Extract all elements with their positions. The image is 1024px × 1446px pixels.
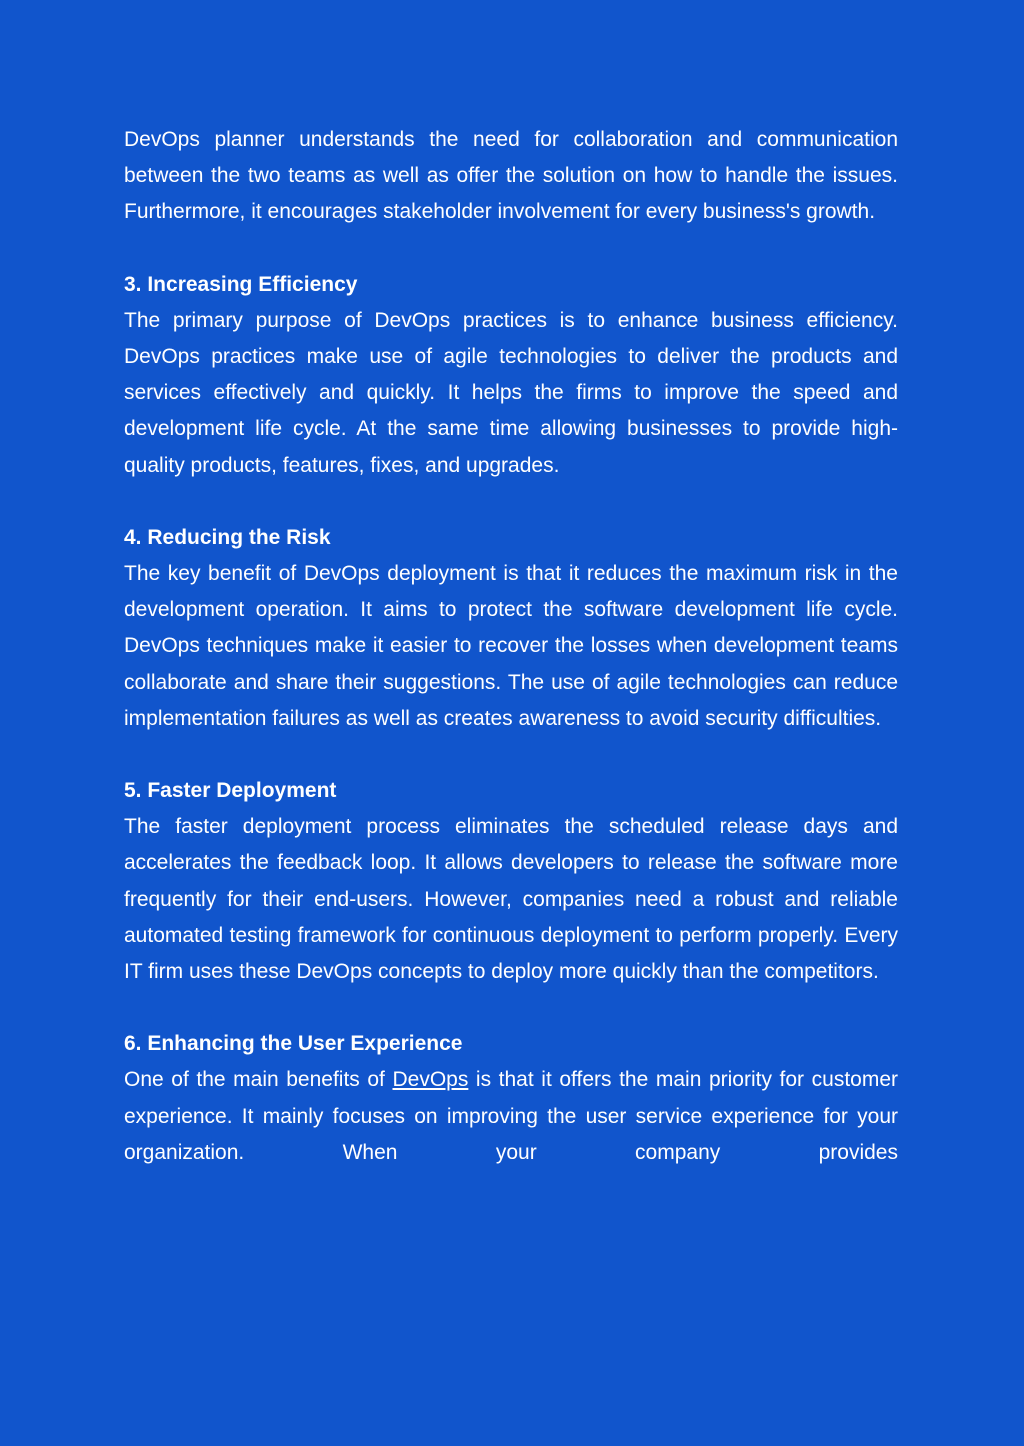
section-heading: 5. Faster Deployment [124,779,337,803]
section-faster-deployment [124,773,898,990]
section-heading: 6. Enhancing the User Experience [124,1032,463,1056]
section-reducing-risk [124,520,898,737]
section-heading: 4. Reducing the Risk [124,525,331,549]
section-body [124,1062,898,1171]
section-body: The primary purpose of DevOps practices is to enhance business efficiency. DevOps practices make use of agile technologies to deliver the products and services effectively and quickly. It helps the firms to improve the speed and development life cycle. At the same time allowing businesses to provide high-quality products, features, fixes, and upgrades. [124,308,898,477]
section-user-experience [124,1026,898,1171]
section-body: The faster deployment process eliminates the scheduled release days and accelerates the feedback loop. It allows developers to release the software more frequently for their end-users. However, companies need a robust and reliable automated testing framework for continuous deployment to perform properly. Every IT firm uses these DevOps concepts to deploy more quickly than the competitors. [124,815,898,984]
intro-paragraph: DevOps planner understands the need for collaboration and communication between the two teams as well as offer the solution on how to handle the issues. Furthermore, it encourages stakeholder involvement for every business's growth. [124,128,898,224]
section-heading: 3. Increasing Efficiency [124,272,358,296]
body-text-before-link: One of the main benefits of [124,1068,393,1092]
section-body: The key benefit of DevOps deployment is that it reduces the maximum risk in the development operation. It aims to protect the software development life cycle. DevOps techniques make it easier to recover the losses when development teams collaborate and share their suggestions. The use of agile technologies can reduce implementation failures as well as creates awareness to avoid security difficulties. [124,562,898,730]
section-increasing-efficiency [124,267,898,484]
document-content [124,122,898,1171]
devops-link[interactable]: DevOps [392,1068,469,1092]
body-text-after-link: is that it offers the main priority for customer experience. It mainly focuses on improving the user service experience for your organization. When your company provides [124,1068,898,1164]
